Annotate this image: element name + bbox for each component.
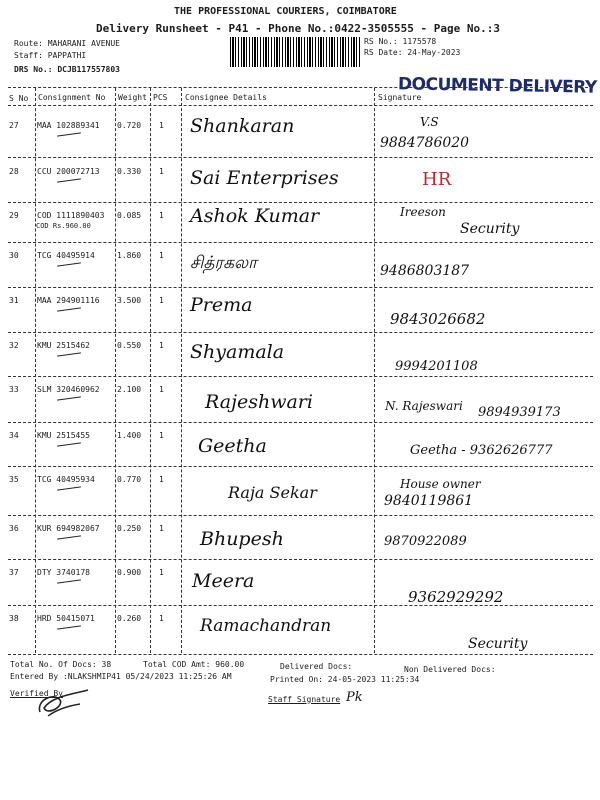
consignee-name: Ramachandran — [200, 616, 332, 636]
total-docs: Total No. Of Docs: 38 — [10, 660, 112, 669]
signature-phone: Security — [460, 221, 520, 237]
row-consignment: SLM 320460962 — [37, 385, 100, 394]
row-sno: 34 — [9, 431, 19, 440]
row-consignment: MAA 294901116 — [37, 296, 100, 305]
consignee-name: Bhupesh — [200, 528, 284, 550]
row-weight: 0.085 — [117, 211, 142, 220]
consignee-name: Meera — [192, 570, 255, 592]
verified-by: Verified By — [10, 689, 63, 698]
tick-mark — [57, 178, 81, 182]
verified-signature-scribble — [34, 686, 94, 720]
row-rule — [8, 376, 593, 377]
rs-number: RS No.: 1175578 — [364, 37, 437, 46]
header-top-rule — [8, 87, 593, 88]
table-row — [0, 117, 600, 157]
row-sno: 32 — [9, 341, 19, 350]
signature-phone: 9994201108 — [395, 359, 478, 374]
row-weight: 0.900 — [117, 568, 142, 577]
row-sno: 30 — [9, 251, 19, 260]
row-sno: 38 — [9, 614, 19, 623]
row-weight: 1.400 — [117, 431, 142, 440]
row-weight: 0.550 — [117, 341, 142, 350]
consignee-name: Raja Sekar — [228, 483, 317, 502]
tick-mark — [57, 352, 81, 356]
staff-signature-mark: Pk — [346, 690, 363, 705]
company-title: THE PROFESSIONAL COURIERS, COIMBATORE — [174, 6, 397, 17]
signature-phone: 9894939173 — [478, 405, 561, 420]
row-rule — [8, 605, 593, 606]
route-label: Route: MAHARANI AVENUE — [14, 39, 120, 48]
row-pcs: 1 — [159, 211, 164, 220]
table-row — [0, 520, 600, 560]
row-rule — [8, 515, 593, 516]
row-rule — [8, 422, 593, 423]
row-rule — [8, 332, 593, 333]
entered-by: Entered By :NLAKSHMIP41 05/24/2023 11:25:26 AM — [10, 672, 232, 681]
tick-mark — [57, 625, 81, 629]
row-consignment: TCG 40495914 — [37, 251, 95, 260]
row-consignment: KUR 694982067 — [37, 524, 100, 533]
row-weight: 0.260 — [117, 614, 142, 623]
consignee-name: Ashok Kumar — [190, 205, 320, 227]
row-rule — [8, 202, 593, 203]
row-weight: 2.100 — [117, 385, 142, 394]
row-sno: 29 — [9, 211, 19, 220]
row-pcs: 1 — [159, 296, 164, 305]
col-sno: S No — [9, 94, 29, 103]
signature-text: V.S — [420, 115, 439, 129]
tick-mark — [57, 579, 81, 583]
row-consignment: DTY 3740178 — [37, 568, 90, 577]
row-pcs: 1 — [159, 524, 164, 533]
col-signature: Signature — [378, 93, 422, 102]
table-row — [0, 610, 600, 650]
signature-text: House owner — [400, 477, 481, 491]
signature-phone: 9884786020 — [380, 135, 470, 151]
signature-phone: 9486803187 — [380, 263, 470, 279]
row-consignment: CCU 200072713 — [37, 167, 100, 176]
signature-phone: 9843026682 — [390, 310, 486, 328]
signature-text: HR — [422, 169, 452, 190]
delivered-docs: Delivered Docs: — [280, 662, 353, 671]
rs-date: RS Date: 24-May-2023 — [364, 48, 461, 57]
row-sno: 37 — [9, 568, 19, 577]
row-sno: 36 — [9, 524, 19, 533]
consignee-name: Prema — [190, 294, 253, 316]
barcode — [230, 37, 360, 67]
tick-mark — [57, 307, 81, 311]
row-pcs: 1 — [159, 431, 164, 440]
row-pcs: 1 — [159, 475, 164, 484]
table-row — [0, 427, 600, 467]
cod-amount: COD Rs.960.00 — [36, 222, 91, 230]
row-weight: 0.720 — [117, 121, 142, 130]
row-pcs: 1 — [159, 341, 164, 350]
tick-mark — [57, 442, 81, 446]
table-row — [0, 564, 600, 604]
row-pcs: 1 — [159, 251, 164, 260]
consignee-name: Sai Enterprises — [190, 167, 339, 189]
staff-signature-label: Staff Signature — [268, 695, 341, 704]
signature-phone: 9870922089 — [384, 534, 467, 549]
row-weight: 1.860 — [117, 251, 142, 260]
row-pcs: 1 — [159, 614, 164, 623]
consignee-name: Geetha — [198, 435, 267, 457]
row-rule — [8, 242, 593, 243]
drs-number: DRS No.: DCJB117557803 — [14, 65, 120, 74]
row-rule — [8, 654, 593, 655]
row-consignment: KMU 2515462 — [37, 341, 90, 350]
signature-text: Ireeson — [400, 205, 446, 219]
row-consignment: COD 1111890403 — [37, 211, 105, 220]
signature-phone: 9840119861 — [384, 493, 474, 509]
col-pcs: PCS — [153, 93, 168, 102]
tick-mark — [57, 396, 81, 400]
signature-text: Security — [468, 636, 528, 652]
consignee-name: Rajeshwari — [205, 391, 313, 413]
tick-mark — [57, 535, 81, 539]
row-consignment: MAA 102889341 — [37, 121, 100, 130]
row-sno: 27 — [9, 121, 19, 130]
row-rule — [8, 157, 593, 158]
table-row — [0, 471, 600, 511]
row-pcs: 1 — [159, 167, 164, 176]
tick-mark — [57, 132, 81, 136]
row-weight: 0.770 — [117, 475, 142, 484]
row-rule — [8, 287, 593, 288]
table-row — [0, 207, 600, 247]
row-rule — [8, 466, 593, 467]
total-cod: Total COD Amt: 960.00 — [143, 660, 245, 669]
table-row — [0, 247, 600, 287]
row-sno: 33 — [9, 385, 19, 394]
consignee-name: சித்ரகலா — [190, 253, 258, 273]
table-row — [0, 337, 600, 377]
printed-on: Printed On: 24-05-2023 11:25:34 — [270, 675, 420, 684]
col-consignment: Consignment No — [38, 93, 106, 102]
row-consignment: HRD 50415071 — [37, 614, 95, 623]
document-delivery-stamp: DOCUMENT DELIVERY — [397, 74, 597, 98]
signature-text: N. Rajeswari — [385, 399, 463, 413]
row-sno: 35 — [9, 475, 19, 484]
row-rule — [8, 559, 593, 560]
row-sno: 31 — [9, 296, 19, 305]
col-weight: Weight — [118, 93, 147, 102]
row-weight: 0.250 — [117, 524, 142, 533]
consignee-name: Shankaran — [190, 115, 295, 137]
row-sno: 28 — [9, 167, 19, 176]
consignee-name: Shyamala — [190, 341, 285, 363]
non-delivered-docs: Non Delivered Docs: — [404, 665, 496, 674]
row-pcs: 1 — [159, 121, 164, 130]
row-pcs: 1 — [159, 385, 164, 394]
row-consignment: TCG 40495934 — [37, 475, 95, 484]
signature-phone: Geetha - 9362626777 — [410, 443, 553, 458]
signature-phone: 9362929292 — [408, 588, 504, 606]
tick-mark — [57, 486, 81, 490]
table-row — [0, 163, 600, 203]
row-weight: 3.500 — [117, 296, 142, 305]
header-bottom-rule — [8, 105, 593, 106]
staff-label: Staff: PAPPATHI — [14, 51, 87, 60]
runsheet-title: Delivery Runsheet - P41 - Phone No.:0422-3505555 - Page No.:3 — [96, 22, 500, 35]
table-row — [0, 381, 600, 421]
tick-mark — [57, 262, 81, 266]
row-consignment: KMU 2515455 — [37, 431, 90, 440]
col-consignee: Consignee Details — [185, 93, 267, 102]
row-weight: 0.330 — [117, 167, 142, 176]
row-pcs: 1 — [159, 568, 164, 577]
table-row — [0, 292, 600, 332]
